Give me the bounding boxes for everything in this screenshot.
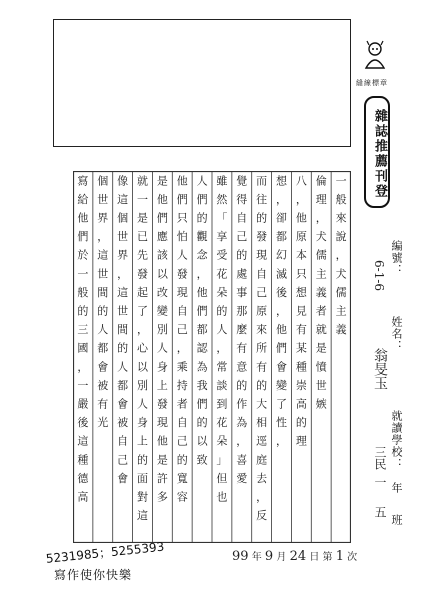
essay-char: 個 xyxy=(97,174,109,188)
essay-char: 發 xyxy=(156,397,168,411)
essay-char: 的 xyxy=(137,453,148,467)
essay-char: 己 xyxy=(236,230,248,244)
essay-char: 寬 xyxy=(176,471,188,485)
essay-char: 的 xyxy=(236,248,248,262)
essay-char: 」 xyxy=(216,453,228,467)
essay-char: 世 xyxy=(315,378,327,392)
essay-char: 上 xyxy=(137,434,148,448)
essay-char: 光 xyxy=(97,416,109,430)
essay-char: 愛 xyxy=(236,471,248,485)
essay-char: ， xyxy=(176,341,188,355)
essay-char: 他 xyxy=(176,174,188,188)
essay-char: 高 xyxy=(295,397,307,411)
essay-char: 他 xyxy=(295,211,307,225)
essay-char: 者 xyxy=(315,304,327,318)
teacher-comment-box xyxy=(53,19,351,147)
date-year: 99 xyxy=(232,549,249,564)
essay-char: 們 xyxy=(176,192,188,206)
essay-column xyxy=(275,173,288,447)
essay-char: 庭 xyxy=(256,453,268,467)
essay-char: 義 xyxy=(335,323,347,337)
essay-char: 原 xyxy=(256,304,268,318)
essay-column xyxy=(336,174,347,336)
essay-char: 了 xyxy=(276,397,287,411)
slogan: 寫作使你快樂 xyxy=(54,568,133,582)
essay-char: 身 xyxy=(137,416,148,430)
student-info-panel xyxy=(358,240,402,540)
essay-char: 會 xyxy=(117,397,129,411)
essay-char: 己 xyxy=(117,453,129,467)
essay-char: 嚴 xyxy=(77,397,89,411)
date-month: 9 xyxy=(264,549,274,564)
essay-char: 觀 xyxy=(196,230,208,244)
essay-char: 發 xyxy=(176,267,188,281)
essay-char: 世 xyxy=(117,304,129,318)
essay-char: 自 xyxy=(176,416,188,430)
essay-char: 想 xyxy=(276,174,287,188)
essay-char: 都 xyxy=(117,378,129,392)
date-row xyxy=(232,548,357,564)
essay-char: 也 xyxy=(216,490,228,504)
essay-column xyxy=(256,174,267,522)
essay-char: 該 xyxy=(156,248,168,262)
essay-char: 人 xyxy=(176,248,188,262)
essay-char: 們 xyxy=(276,341,287,355)
essay-column xyxy=(156,174,169,503)
essay-char: 往 xyxy=(256,192,268,206)
essay-char: 寫 xyxy=(77,174,89,188)
essay-char: 己 xyxy=(256,285,268,299)
essay-char: 念 xyxy=(196,248,208,262)
essay-char: 認 xyxy=(196,341,208,355)
essay-char: ， xyxy=(216,341,228,355)
essay-char: ， xyxy=(335,248,347,262)
essay-char: 己 xyxy=(176,323,188,337)
essay-column xyxy=(137,173,149,522)
essay-char: 給 xyxy=(77,192,89,206)
essay-char: 現 xyxy=(156,416,168,430)
essay-char: 別 xyxy=(137,378,148,392)
essay-char: 世 xyxy=(97,267,109,281)
essay-char: 個 xyxy=(117,211,129,225)
essay-char: 作 xyxy=(236,397,248,411)
essay-char: ， xyxy=(315,211,327,225)
essay-char: 的 xyxy=(97,304,109,318)
essay-char: 有 xyxy=(97,397,109,411)
essay-char: 大 xyxy=(256,397,268,411)
essay-char: 儒 xyxy=(315,248,327,262)
essay-char: 為 xyxy=(236,416,248,430)
phone-numbers: 5231985；5255393 xyxy=(45,539,165,566)
essay-char: ， xyxy=(137,323,148,337)
essay-char: 現 xyxy=(256,248,268,262)
essay-char: 雖 xyxy=(216,174,228,188)
essay-char: 八 xyxy=(295,174,307,188)
page-value: 1 xyxy=(335,549,344,564)
date-day: 24 xyxy=(289,549,307,564)
essay-char: 反 xyxy=(256,509,268,523)
essay-char: 人 xyxy=(156,341,168,355)
essay-char: 人 xyxy=(196,174,208,188)
essay-char: 性 xyxy=(276,416,287,430)
essay-column xyxy=(197,174,209,466)
essay-char: 這 xyxy=(117,285,129,299)
essay-column xyxy=(77,173,89,503)
essay-char: 上 xyxy=(156,378,168,392)
essay-char: 逕 xyxy=(256,434,268,448)
essay-char: 對 xyxy=(137,490,148,504)
essay-char: 持 xyxy=(176,378,188,392)
essay-char: 理 xyxy=(295,434,307,448)
essay-char: 以 xyxy=(156,267,168,281)
essay-char: 他 xyxy=(156,434,168,448)
essay-char: 間 xyxy=(97,285,109,299)
essay-char: 意 xyxy=(236,360,248,374)
essay-char: 們 xyxy=(196,192,208,206)
binding-stamp-label: 縫線標章 xyxy=(356,79,388,87)
essay-char: 滅 xyxy=(276,267,287,281)
essay-char: 自 xyxy=(117,434,129,448)
essay-char: ， xyxy=(256,490,268,504)
essay-char: 有 xyxy=(295,323,307,337)
essay-char: ， xyxy=(117,267,129,281)
essay-char: 這 xyxy=(137,509,148,523)
essay-char: 原 xyxy=(295,230,307,244)
essay-char: 的 xyxy=(196,416,208,430)
essay-char: 只 xyxy=(295,267,307,281)
essay-char: 他 xyxy=(276,323,287,337)
essay-column xyxy=(296,174,308,447)
essay-char: 德 xyxy=(77,471,89,485)
essay-char: 他 xyxy=(196,285,208,299)
essay-char: 於 xyxy=(77,248,89,262)
essay-char: 憤 xyxy=(315,360,327,374)
essay-char: 主 xyxy=(335,304,347,318)
date-year-unit: 年 xyxy=(251,552,262,563)
grade-unit: 年 xyxy=(390,482,403,494)
essay-char: 高 xyxy=(77,490,89,504)
class-unit: 班 xyxy=(390,514,403,526)
essay-char: 談 xyxy=(216,378,228,392)
essay-char: 人 xyxy=(137,397,148,411)
essay-char: 嫉 xyxy=(315,397,327,411)
essay-char: 都 xyxy=(276,230,287,244)
essay-column xyxy=(97,174,108,429)
essay-char: ， xyxy=(236,434,248,448)
essay-char: 世 xyxy=(97,192,109,206)
essay-char: 面 xyxy=(137,471,148,485)
essay-column xyxy=(236,174,247,485)
essay-char: 的 xyxy=(256,211,268,225)
essay-char: 別 xyxy=(156,323,168,337)
essay-char: 多 xyxy=(156,490,168,504)
essay-char: 而 xyxy=(256,174,268,188)
essay-char: 為 xyxy=(196,360,208,374)
essay-char: ， xyxy=(77,360,89,374)
essay-char: 的 xyxy=(196,211,208,225)
essay-char: 被 xyxy=(97,378,109,392)
essay-char: 怕 xyxy=(176,230,188,244)
essay-char: 一 xyxy=(77,378,89,392)
essay-char: 已 xyxy=(137,230,148,244)
essay-char: 起 xyxy=(137,285,148,299)
essay-char: 者 xyxy=(176,397,188,411)
essay-char: 那 xyxy=(236,304,248,318)
essay-char: 所 xyxy=(256,341,268,355)
essay-char: 種 xyxy=(295,360,307,374)
essay-char: ， xyxy=(295,192,307,206)
essay-column xyxy=(117,173,128,485)
date-month-unit: 月 xyxy=(276,552,287,563)
essay-char: 來 xyxy=(335,211,347,225)
essay-char: 間 xyxy=(117,323,129,337)
essay-char: 的 xyxy=(176,453,188,467)
essay-char: 許 xyxy=(156,471,168,485)
essay-char: 現 xyxy=(176,285,188,299)
essay-char: 般 xyxy=(77,285,89,299)
essay-char: ， xyxy=(97,230,109,244)
essay-char: 世 xyxy=(117,230,129,244)
essay-char: 容 xyxy=(176,490,188,504)
essay-char: 卻 xyxy=(276,211,287,225)
name-value: 翁旻玉 xyxy=(372,348,388,390)
essay-char: 花 xyxy=(216,267,228,281)
essay-char: 的 xyxy=(216,304,228,318)
essay-char: 本 xyxy=(295,248,307,262)
school-label: 就讀學校： xyxy=(390,410,403,470)
essay-char: 發 xyxy=(137,267,148,281)
essay-char: 了 xyxy=(137,304,148,318)
essay-char: 會 xyxy=(117,471,129,485)
essay-char: 得 xyxy=(236,192,248,206)
essay-char: 一 xyxy=(77,267,89,281)
essay-char: 都 xyxy=(97,341,109,355)
essay-char: 自 xyxy=(176,304,188,318)
essay-char: 我 xyxy=(196,378,208,392)
essay-char: 一 xyxy=(335,174,347,188)
essay-char: 相 xyxy=(256,416,268,430)
class-value: 五 xyxy=(373,506,387,518)
essay-char: ， xyxy=(276,304,287,318)
essay-char: 應 xyxy=(156,230,168,244)
essay-char: 倫 xyxy=(315,174,327,188)
essay-char: 受 xyxy=(216,248,228,262)
mascot-stamp-icon xyxy=(362,40,388,70)
essay-char: 自 xyxy=(236,211,248,225)
essay-char: 被 xyxy=(117,416,129,430)
essay-char: 他 xyxy=(77,211,89,225)
essay-char: 只 xyxy=(176,211,188,225)
essay-char: 常 xyxy=(216,360,228,374)
essay-char: 去 xyxy=(256,471,268,485)
essay-column xyxy=(177,173,188,503)
essay-char: 變 xyxy=(156,304,168,318)
essay-char: 享 xyxy=(216,230,228,244)
essay-char: 朵 xyxy=(216,285,228,299)
essay-char: 事 xyxy=(236,285,248,299)
essay-char: 但 xyxy=(216,471,228,485)
essay-char: 會 xyxy=(97,360,109,374)
essay-char: 國 xyxy=(77,341,89,355)
essay-char: 後 xyxy=(77,416,89,430)
essay-char: 犬 xyxy=(315,230,327,244)
essay-char: 然 xyxy=(216,192,228,206)
essay-char: 他 xyxy=(156,192,168,206)
essay-char: 變 xyxy=(276,378,287,392)
page-label: 第 xyxy=(322,552,333,563)
essay-char: 理 xyxy=(315,192,327,206)
essay-char: 己 xyxy=(176,434,188,448)
essay-char: 般 xyxy=(335,192,347,206)
essay-char: 們 xyxy=(196,397,208,411)
essay-char: 的 xyxy=(236,378,248,392)
magazine-recommend-stamp: 雜誌推薦刊登 xyxy=(364,96,390,208)
essay-char: 人 xyxy=(97,323,109,337)
name-label: 姓名： xyxy=(390,316,403,352)
essay-char: 致 xyxy=(196,453,208,467)
number-value: 6-1-6 xyxy=(372,260,386,292)
essay-char: 的 xyxy=(256,378,268,392)
essay-char: 儒 xyxy=(335,285,347,299)
essay-char: 會 xyxy=(276,360,287,374)
essay-char: 發 xyxy=(256,230,268,244)
essay-char: ， xyxy=(276,192,287,206)
essay-char: 見 xyxy=(295,304,307,318)
date-day-unit: 日 xyxy=(309,552,320,563)
grade-value: 一 xyxy=(373,476,387,488)
essay-char: 花 xyxy=(216,416,228,430)
essay-char: ， xyxy=(276,434,287,448)
essay-char: 是 xyxy=(156,174,168,188)
essay-char: 這 xyxy=(97,248,109,262)
essay-char: ， xyxy=(196,267,208,281)
essay-char: 以 xyxy=(196,434,208,448)
essay-char: 都 xyxy=(196,323,208,337)
essay-char: 乘 xyxy=(176,360,188,374)
essay-char: 的 xyxy=(295,416,307,430)
essay-char: 是 xyxy=(137,211,148,225)
essay-char: 心 xyxy=(137,341,148,355)
essay-char: 自 xyxy=(256,267,268,281)
essay-char: 先 xyxy=(137,248,148,262)
essay-char: 犬 xyxy=(335,267,347,281)
essay-char: 的 xyxy=(77,304,89,318)
essay-char: 想 xyxy=(295,285,307,299)
essay-char: 義 xyxy=(315,285,327,299)
essay-char: 處 xyxy=(236,267,248,281)
number-label: 編號： xyxy=(390,240,403,276)
essay-char: 界 xyxy=(97,211,109,225)
essay-column xyxy=(216,173,228,503)
essay-char: 是 xyxy=(315,341,327,355)
essay-char: 種 xyxy=(77,453,89,467)
essay-char: 「 xyxy=(216,211,228,225)
essay-char: 像 xyxy=(117,174,129,188)
essay-char: 有 xyxy=(256,360,268,374)
essay-char: 幻 xyxy=(276,248,287,262)
essay-column xyxy=(316,174,328,410)
manuscript-grid xyxy=(73,171,351,543)
essay-char: 身 xyxy=(156,360,168,374)
essay-char: 主 xyxy=(315,267,327,281)
essay-char: 是 xyxy=(156,453,168,467)
page-unit: 次 xyxy=(347,552,358,563)
essay-char: 喜 xyxy=(236,453,248,467)
essay-char: 們 xyxy=(156,211,168,225)
essay-char: 就 xyxy=(137,174,148,188)
essay-char: 朵 xyxy=(216,434,228,448)
essay-char: 崇 xyxy=(295,378,307,392)
essay-char: 麼 xyxy=(236,323,248,337)
essay-char: 三 xyxy=(77,323,89,337)
essay-char: 以 xyxy=(137,360,148,374)
essay-char: 有 xyxy=(236,341,248,355)
essay-char: 就 xyxy=(315,323,327,337)
essay-char: 的 xyxy=(117,341,129,355)
essay-char: 人 xyxy=(216,323,228,337)
essay-char: 界 xyxy=(117,248,129,262)
essay-char: 這 xyxy=(77,434,89,448)
essay-char: 到 xyxy=(216,397,228,411)
essay-char: 來 xyxy=(256,323,268,337)
essay-char: 一 xyxy=(137,192,148,206)
essay-char: 某 xyxy=(295,341,307,355)
essay-char: 這 xyxy=(117,192,129,206)
essay-char: 人 xyxy=(117,360,129,374)
essay-char: 覺 xyxy=(236,174,248,188)
essay-char: 後 xyxy=(276,285,287,299)
essay-char: 改 xyxy=(156,285,168,299)
essay-char: 們 xyxy=(196,304,208,318)
essay-char: 說 xyxy=(335,230,347,244)
essay-char: 們 xyxy=(77,230,89,244)
school-value: 三民 xyxy=(373,446,387,470)
